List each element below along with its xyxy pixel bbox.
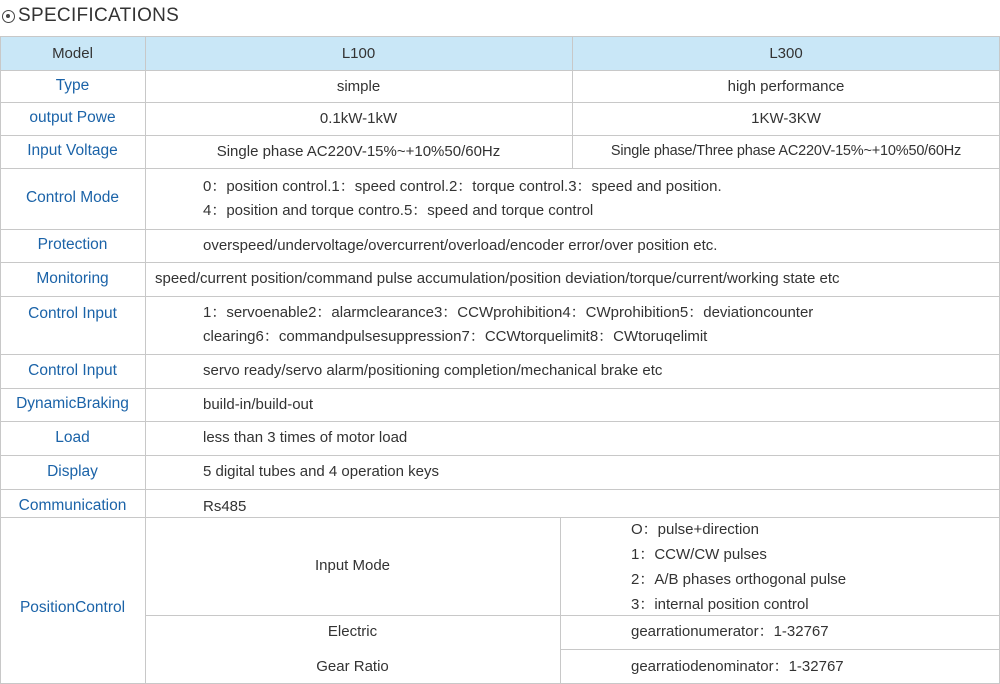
control-mode-line-1: 0：position control.1：speed control.2：torque control.3：speed and position.	[203, 177, 722, 195]
grid-line	[0, 102, 1000, 103]
row-label-load: Load	[55, 428, 90, 446]
header-l100: L100	[145, 36, 572, 71]
section-title	[2, 4, 179, 28]
display-value: 5 digital tubes and 4 operation keys	[203, 463, 439, 480]
section-title-text: SPECIFICATIONS	[18, 5, 180, 26]
input-voltage-l100: Single phase AC220V-15%~+10%50/60Hz	[216, 142, 501, 160]
grid-line	[572, 36, 573, 168]
output-power-l100: 0.1kW-1kW	[319, 109, 398, 127]
control-input-2-value: servo ready/servo alarm/positioning completion/mechanical brake etc	[203, 362, 663, 379]
communication-value: Rs485	[203, 497, 247, 515]
grid-line	[0, 229, 1000, 230]
type-l100: simple	[336, 77, 381, 95]
row-label-control-input-1: Control Input	[28, 305, 117, 322]
load-value: less than 3 times of motor load	[203, 429, 408, 446]
row-label-input-voltage: Input Voltage	[27, 142, 118, 160]
electric-value: gearrationumerator：1-32767	[631, 623, 829, 640]
row-label-dynamic-braking: DynamicBraking	[16, 395, 129, 413]
monitoring-value: speed/current position/command pulse accumulation/position deviation/torque/current/working state etc	[155, 270, 840, 287]
input-mode-option-3: 3：internal position control	[631, 595, 809, 613]
grid-line	[145, 615, 1000, 616]
header-model: Model	[0, 36, 145, 71]
grid-line	[560, 649, 1000, 650]
grid-line	[0, 455, 1000, 456]
dynamic-braking-value: build-in/build-out	[203, 395, 314, 413]
input-mode-option-1: 1：CCW/CW pulses	[631, 545, 767, 563]
control-mode-line-2: 4：position and torque contro.5：speed and torque control	[203, 201, 594, 219]
grid-line	[0, 354, 1000, 355]
grid-line	[0, 135, 1000, 136]
row-label-position-control: PositionControl	[19, 598, 126, 616]
input-mode-option-2: 2：A/B phases orthogonal pulse	[631, 570, 847, 588]
control-input-1-value	[145, 296, 1000, 354]
gear-ratio-label: Gear Ratio	[316, 657, 389, 675]
input-voltage-l300: Single phase/Three phase AC220V-15%~+10%50/60Hz	[610, 142, 962, 159]
grid-line	[0, 36, 1000, 37]
grid-line	[0, 36, 1, 684]
grid-line	[0, 388, 1000, 389]
row-label-protection: Protection	[37, 236, 108, 254]
grid-line	[0, 262, 1000, 263]
row-label-communication: Communication	[18, 497, 127, 515]
circle-bullet-icon	[2, 10, 15, 23]
row-label-output-power: output Powe	[29, 109, 116, 127]
row-label-control-mode: Control Mode	[25, 189, 120, 207]
row-label-type: Type	[55, 77, 90, 95]
header-l300: L300	[572, 36, 1000, 71]
input-mode-option-0: O：pulse+direction	[631, 520, 759, 538]
input-mode-label: Input Mode	[314, 557, 391, 574]
grid-line	[0, 296, 1000, 297]
grid-line	[0, 421, 1000, 422]
electric-label: Electric	[327, 623, 378, 640]
grid-line	[560, 517, 561, 684]
row-label-monitoring: Monitoring	[36, 269, 109, 287]
control-input-1-line-2: clearing6：commandpulsesuppression7：CCWtorquelimit8：CWtoruqelimit	[203, 328, 708, 345]
type-l300: high performance	[727, 77, 845, 95]
control-input-1-line-1: 1：servoenable2：alarmclearance3：CCWprohibition4：CWprohibition5：deviationcounter	[203, 304, 814, 321]
grid-line	[0, 517, 1000, 518]
control-mode-value	[145, 168, 1000, 229]
protection-value: overspeed/undervoltage/overcurrent/overload/encoder error/over position etc.	[203, 236, 718, 254]
output-power-l300: 1KW-3KW	[751, 109, 821, 127]
grid-line	[0, 168, 1000, 169]
grid-line	[0, 70, 1000, 71]
row-label-control-input-2: Control Input	[28, 361, 117, 379]
input-mode-options	[560, 517, 1000, 617]
gear-ratio-value: gearratiodenominator：1-32767	[631, 657, 844, 675]
row-label-display: Display	[47, 462, 98, 480]
grid-line	[145, 36, 146, 684]
grid-line	[0, 489, 1000, 490]
